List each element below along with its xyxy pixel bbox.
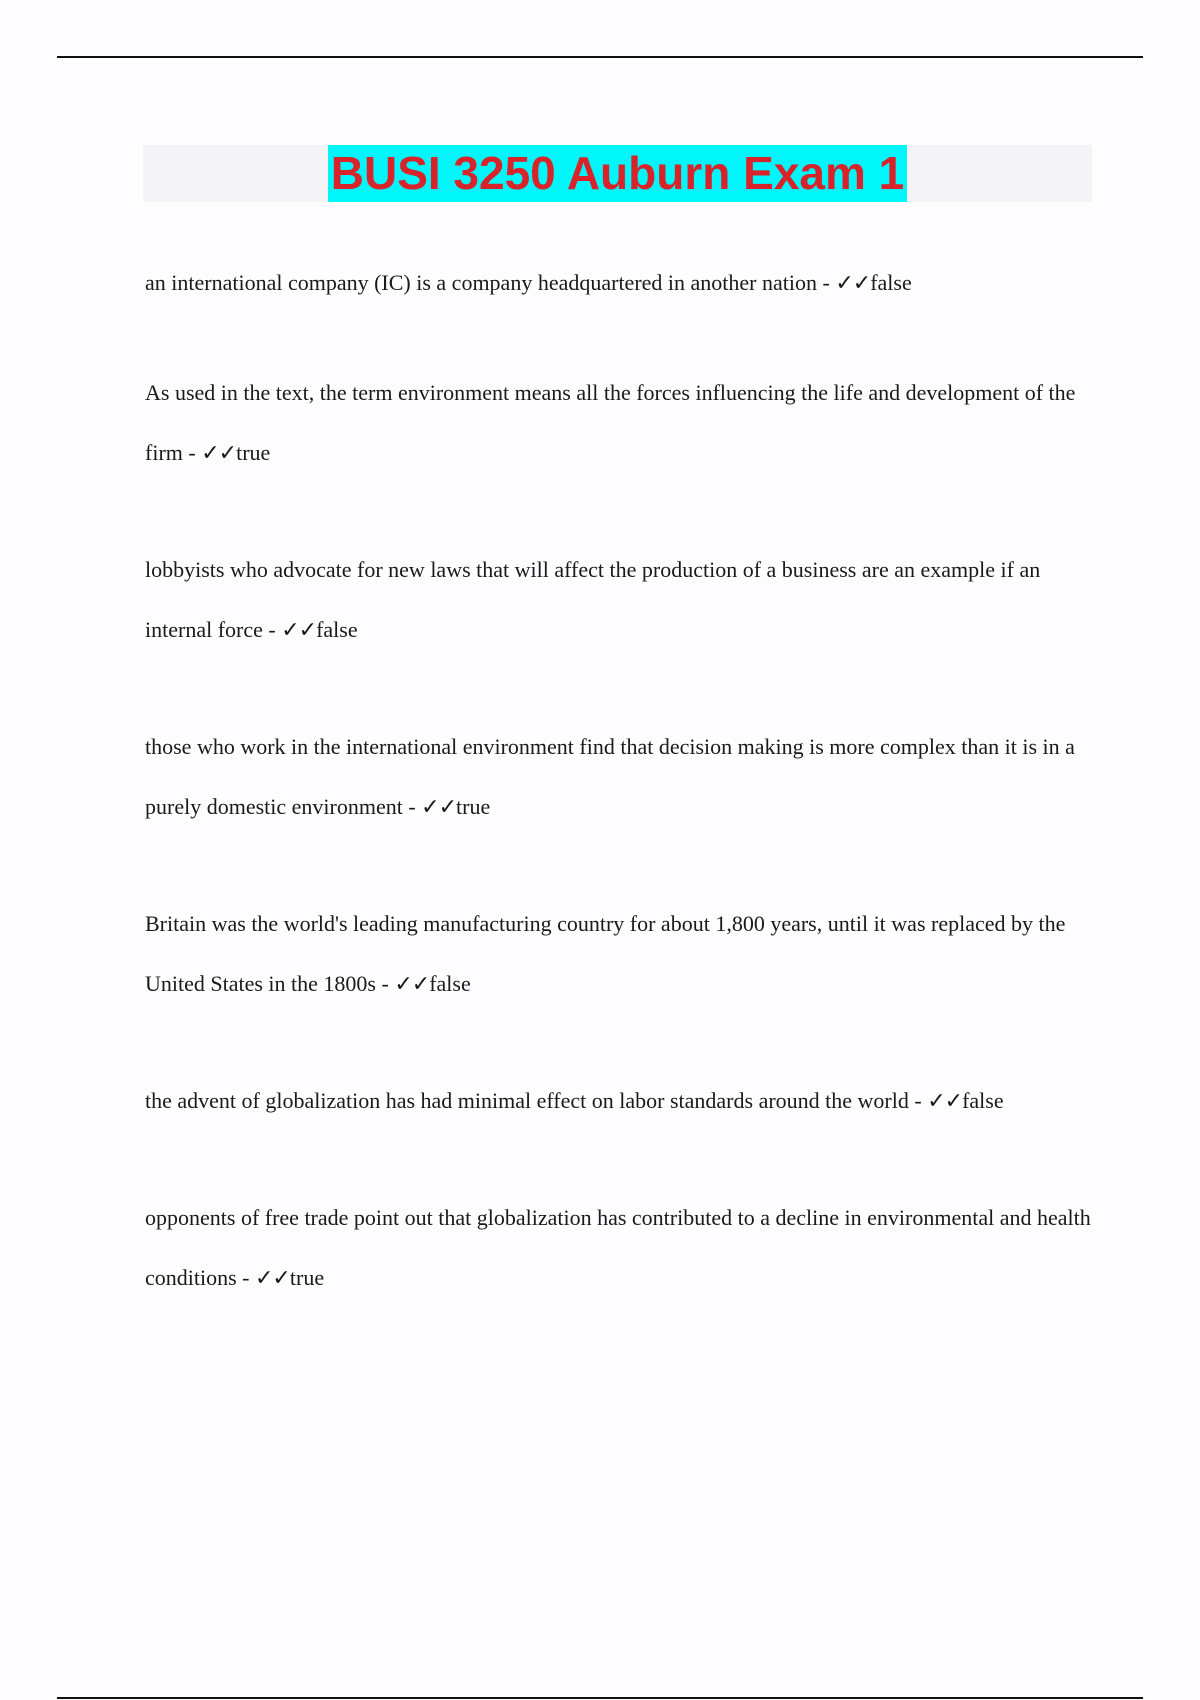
question-list [145, 253, 1105, 1365]
answer [835, 270, 911, 295]
question-item-3 [145, 540, 1105, 661]
question-text: lobbyists who advocate for new laws that will affect the production of a business are an example if an internal force - [145, 557, 1041, 642]
question-item-1 [145, 253, 1105, 314]
check-mark-icon: ✓✓ [255, 1266, 290, 1291]
check-mark-icon: ✓✓ [394, 972, 430, 997]
answer [255, 1265, 324, 1290]
question-item-6 [145, 1071, 1105, 1132]
check-mark-icon: ✓✓ [835, 271, 871, 296]
question-text: Britain was the world's leading manufacturing country for about 1,800 years, until it was replaced by the United States in the 1800s - [145, 911, 1066, 996]
header-rule [57, 56, 1143, 58]
check-mark-icon: ✓✓ [281, 618, 317, 643]
question-text: an international company (IC) is a company headquartered in another nation - [145, 270, 836, 295]
answer [394, 971, 470, 996]
answer-text: false [870, 270, 912, 295]
answer [927, 1088, 1003, 1113]
footer-rule [57, 1697, 1143, 1699]
answer-text: false [316, 617, 358, 642]
question-item-5 [145, 894, 1105, 1015]
question-item-2 [145, 363, 1105, 484]
title-band [143, 145, 1092, 202]
answer-text: false [962, 1088, 1004, 1113]
answer-text: true [456, 794, 491, 819]
answer [281, 617, 357, 642]
question-text: opponents of free trade point out that globalization has contributed to a decline in environmental and health conditions - [145, 1205, 1091, 1290]
answer [201, 440, 270, 465]
check-mark-icon: ✓✓ [421, 795, 457, 820]
answer-text: false [429, 971, 471, 996]
answer-text: true [289, 1265, 325, 1290]
answer [421, 794, 490, 819]
question-item-4 [145, 717, 1105, 838]
question-item-7 [145, 1188, 1105, 1309]
answer-text: true [236, 440, 271, 465]
question-text: the advent of globalization has had minimal effect on labor standards around the world - [145, 1088, 928, 1113]
document-title: BUSI 3250 Auburn Exam 1 [328, 145, 908, 202]
check-mark-icon: ✓✓ [201, 441, 237, 466]
question-text: those who work in the international environment find that decision making is more complex than it is in a purely domestic environment - [145, 734, 1075, 819]
question-text: As used in the text, the term environment means all the forces influencing the life and development of the firm - [145, 380, 1076, 465]
check-mark-icon: ✓✓ [927, 1089, 963, 1114]
